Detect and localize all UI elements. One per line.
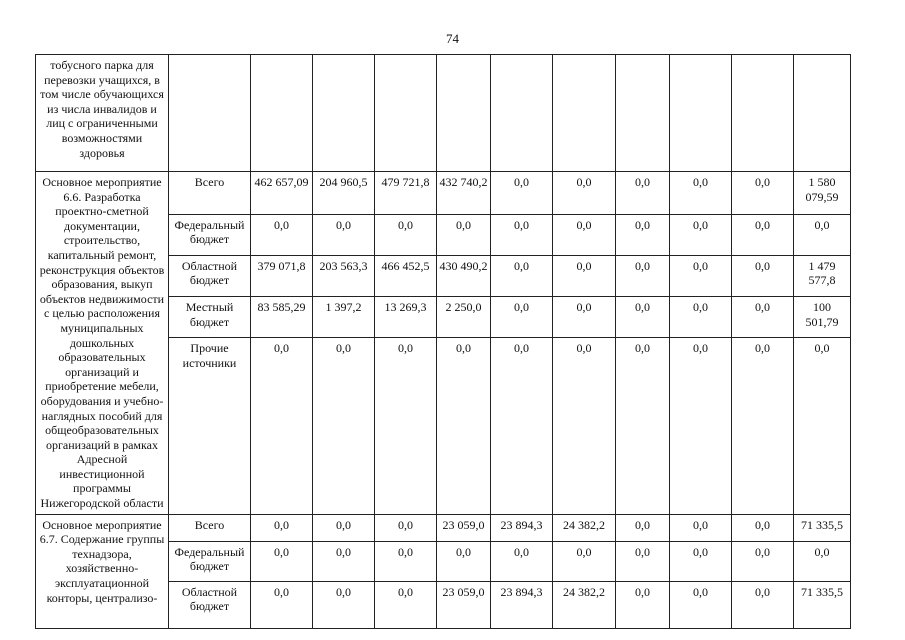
value-cell: 0,0 [375, 581, 437, 628]
value-cell [616, 55, 670, 172]
value-cell: 0,0 [251, 338, 313, 514]
value-cell: 0,0 [491, 214, 553, 255]
value-cell [670, 55, 732, 172]
value-cell: 0,0 [616, 172, 670, 215]
value-cell: 0,0 [732, 172, 794, 215]
value-cell: 71 335,5 [794, 514, 851, 541]
value-cell: 13 269,3 [375, 297, 437, 338]
value-cell: 0,0 [553, 214, 616, 255]
value-cell: 0,0 [670, 581, 732, 628]
value-cell: 0,0 [375, 338, 437, 514]
value-cell: 0,0 [437, 214, 491, 255]
value-cell: 430 490,2 [437, 255, 491, 297]
source-cell [169, 55, 251, 172]
value-cell: 0,0 [670, 338, 732, 514]
value-cell: 23 894,3 [491, 514, 553, 541]
value-cell: 204 960,5 [313, 172, 375, 215]
activity-description: Основное мероприятие 6.6. Разработка проектно-сметной документации, строительство, капитальный ремонт, реконструкция объектов образования, выкуп объектов недвижимости с целью расположения муниципальных дошкольных образовательных организаций и приобретение мебели, оборудования и учебно-наглядных пособий для общеобразовательных организаций в рамках Адресной инвестиционной программы Нижегородской области [36, 172, 169, 515]
value-cell: 0,0 [251, 541, 313, 581]
value-cell: 0,0 [670, 514, 732, 541]
value-cell: 0,0 [437, 338, 491, 514]
value-cell: 0,0 [732, 541, 794, 581]
value-cell [553, 55, 616, 172]
value-cell: 0,0 [794, 214, 851, 255]
value-cell: 0,0 [553, 255, 616, 297]
value-cell: 203 563,3 [313, 255, 375, 297]
value-cell: 0,0 [313, 581, 375, 628]
value-cell: 0,0 [491, 541, 553, 581]
value-cell: 0,0 [732, 214, 794, 255]
value-cell: 0,0 [670, 214, 732, 255]
value-cell: 0,0 [553, 172, 616, 215]
funding-source: Областной бюджет [169, 581, 251, 628]
value-cell: 0,0 [553, 541, 616, 581]
value-cell: 24 382,2 [553, 514, 616, 541]
budget-table [35, 54, 851, 629]
value-cell: 1 580 079,59 [794, 172, 851, 215]
value-cell: 71 335,5 [794, 581, 851, 628]
funding-source: Федеральный бюджет [169, 214, 251, 255]
value-cell: 0,0 [491, 255, 553, 297]
value-cell: 0,0 [375, 214, 437, 255]
value-cell: 0,0 [616, 297, 670, 338]
value-cell: 0,0 [732, 297, 794, 338]
activity-description: Основное мероприятие 6.7. Содержание группы технадзора, хозяйственно-эксплуатационной конторы, централизо- [36, 514, 169, 628]
value-cell: 0,0 [491, 297, 553, 338]
activity-description: тобусного парка для перевозки учащихся, в том числе обучающихся из числа инвалидов и лиц с ограниченными возможностями здоровья [36, 55, 169, 172]
table-row [36, 514, 851, 541]
value-cell: 0,0 [375, 514, 437, 541]
value-cell [375, 55, 437, 172]
value-cell: 0,0 [375, 541, 437, 581]
value-cell [251, 55, 313, 172]
funding-source: Прочие источники [169, 338, 251, 514]
value-cell: 100 501,79 [794, 297, 851, 338]
value-cell: 0,0 [616, 581, 670, 628]
value-cell: 0,0 [616, 541, 670, 581]
value-cell [491, 55, 553, 172]
value-cell: 0,0 [732, 338, 794, 514]
value-cell: 0,0 [251, 581, 313, 628]
value-cell: 0,0 [732, 255, 794, 297]
table-row [36, 55, 851, 172]
value-cell: 462 657,09 [251, 172, 313, 215]
value-cell: 0,0 [732, 581, 794, 628]
value-cell: 0,0 [553, 297, 616, 338]
value-cell: 0,0 [251, 514, 313, 541]
table-row [36, 172, 851, 215]
value-cell [437, 55, 491, 172]
value-cell: 0,0 [491, 172, 553, 215]
value-cell: 0,0 [313, 338, 375, 514]
funding-source: Всего [169, 514, 251, 541]
value-cell: 0,0 [313, 541, 375, 581]
value-cell: 0,0 [616, 514, 670, 541]
value-cell: 479 721,8 [375, 172, 437, 215]
value-cell: 23 059,0 [437, 514, 491, 541]
value-cell: 0,0 [437, 541, 491, 581]
value-cell: 0,0 [491, 338, 553, 514]
value-cell: 0,0 [670, 297, 732, 338]
value-cell: 0,0 [670, 541, 732, 581]
value-cell: 0,0 [616, 338, 670, 514]
value-cell: 1 479 577,8 [794, 255, 851, 297]
funding-source: Всего [169, 172, 251, 215]
funding-source: Областной бюджет [169, 255, 251, 297]
value-cell: 23 894,3 [491, 581, 553, 628]
value-cell: 466 452,5 [375, 255, 437, 297]
value-cell: 0,0 [313, 214, 375, 255]
value-cell: 0,0 [251, 214, 313, 255]
funding-source: Федеральный бюджет [169, 541, 251, 581]
value-cell: 0,0 [616, 214, 670, 255]
value-cell: 83 585,29 [251, 297, 313, 338]
value-cell [732, 55, 794, 172]
value-cell: 24 382,2 [553, 581, 616, 628]
value-cell: 432 740,2 [437, 172, 491, 215]
value-cell [313, 55, 375, 172]
value-cell: 0,0 [616, 255, 670, 297]
value-cell: 0,0 [670, 172, 732, 215]
value-cell: 23 059,0 [437, 581, 491, 628]
page-number: 74 [446, 31, 459, 46]
value-cell: 0,0 [794, 338, 851, 514]
value-cell: 2 250,0 [437, 297, 491, 338]
value-cell: 0,0 [553, 338, 616, 514]
value-cell: 1 397,2 [313, 297, 375, 338]
value-cell: 0,0 [313, 514, 375, 541]
funding-source: Местный бюджет [169, 297, 251, 338]
value-cell: 379 071,8 [251, 255, 313, 297]
value-cell: 0,0 [794, 541, 851, 581]
value-cell [794, 55, 851, 172]
value-cell: 0,0 [670, 255, 732, 297]
value-cell: 0,0 [732, 514, 794, 541]
